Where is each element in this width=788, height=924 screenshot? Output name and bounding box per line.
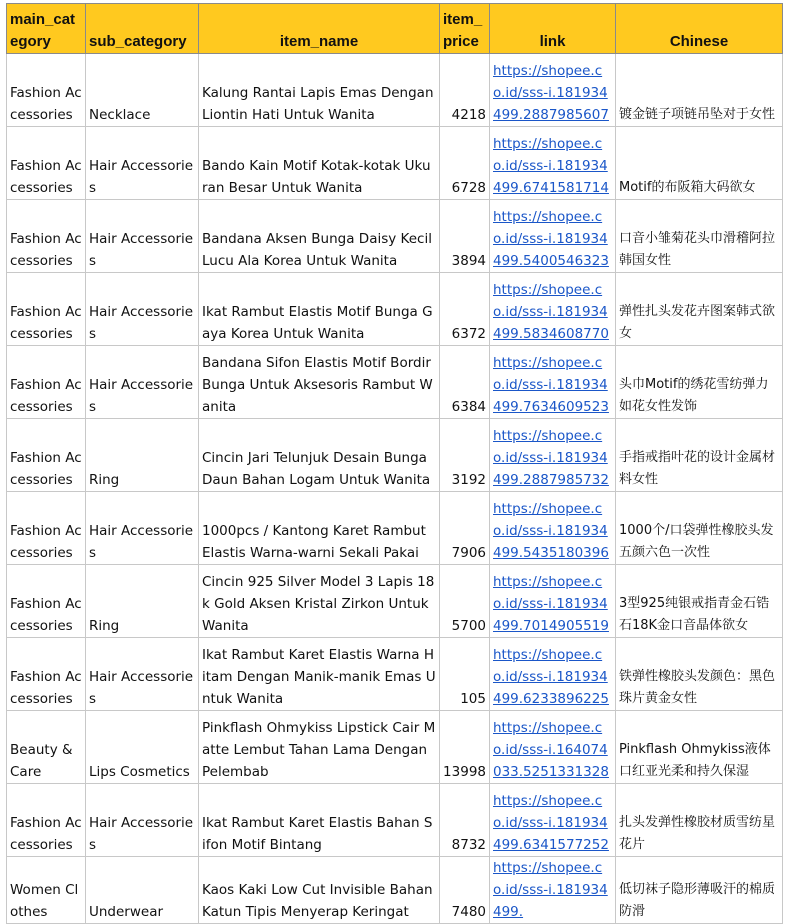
cell-item-name[interactable]: Kaos Kaki Low Cut Invisible Bahan Katun Tipis Menyerap Keringat xyxy=(199,857,440,924)
cell-main-category[interactable]: Fashion Accessories xyxy=(7,419,86,492)
cell-main-category[interactable]: Fashion Accessories xyxy=(7,54,86,127)
cell-sub-category[interactable]: Hair Accessories xyxy=(86,638,199,711)
table-body xyxy=(7,54,783,924)
cell-item-price[interactable]: 7906 xyxy=(440,492,490,565)
item-link[interactable]: https://shopee.co.id/sss-i.181934499.7014905519 xyxy=(493,574,609,634)
item-link[interactable]: https://shopee.co.id/sss-i.181934499.2887985732 xyxy=(493,428,609,488)
cell-item-name[interactable]: Ikat Rambut Karet Elastis Bahan Sifon Motif Bintang xyxy=(199,784,440,857)
cell-link[interactable] xyxy=(490,711,616,784)
cell-link[interactable] xyxy=(490,492,616,565)
cell-chinese[interactable]: 低切袜子隐形薄吸汗的棉质防滑 xyxy=(616,857,783,924)
cell-link[interactable] xyxy=(490,784,616,857)
item-link[interactable]: https://shopee.co.id/sss-i.181934499.7634609523 xyxy=(493,355,609,415)
cell-chinese[interactable]: Motif的布阪箱大码欲女 xyxy=(616,127,783,200)
cell-item-name[interactable]: Bandana Sifon Elastis Motif Bordir Bunga Untuk Aksesoris Rambut Wanita xyxy=(199,346,440,419)
header-item-name[interactable]: item_name xyxy=(199,4,440,54)
item-link[interactable]: https://shopee.co.id/sss-i.181934499.2887985607 xyxy=(493,63,609,123)
cell-link[interactable] xyxy=(490,565,616,638)
cell-item-price[interactable]: 3192 xyxy=(440,419,490,492)
cell-link[interactable] xyxy=(490,200,616,273)
header-sub-category[interactable]: sub_category xyxy=(86,4,199,54)
table-row xyxy=(7,273,783,346)
cell-chinese[interactable]: 1000个/口袋弹性橡胶头发五颜六色一次性 xyxy=(616,492,783,565)
cell-chinese[interactable]: 手指戒指叶花的设计金属材料女性 xyxy=(616,419,783,492)
cell-link[interactable] xyxy=(490,346,616,419)
cell-main-category[interactable]: Fashion Accessories xyxy=(7,273,86,346)
cell-item-name[interactable]: Bando Kain Motif Kotak-kotak Ukuran Besar Untuk Wanita xyxy=(199,127,440,200)
cell-chinese[interactable]: 弹性扎头发花卉图案韩式欲女 xyxy=(616,273,783,346)
header-main-category[interactable]: main_category xyxy=(7,4,86,54)
header-link[interactable]: link xyxy=(490,4,616,54)
item-link[interactable]: https://shopee.co.id/sss-i.181934499. xyxy=(493,860,608,920)
cell-main-category[interactable]: Fashion Accessories xyxy=(7,346,86,419)
cell-sub-category[interactable]: Hair Accessories xyxy=(86,200,199,273)
cell-link[interactable] xyxy=(490,419,616,492)
item-link[interactable]: https://shopee.co.id/sss-i.181934499.6741581714 xyxy=(493,136,609,196)
header-row xyxy=(7,4,783,54)
cell-sub-category[interactable]: Hair Accessories xyxy=(86,127,199,200)
cell-item-name[interactable]: Cincin 925 Silver Model 3 Lapis 18k Gold Aksen Kristal Zirkon Untuk Wanita xyxy=(199,565,440,638)
cell-item-price[interactable]: 6372 xyxy=(440,273,490,346)
cell-chinese[interactable]: 扎头发弹性橡胶材质雪纺星花片 xyxy=(616,784,783,857)
table-row xyxy=(7,784,783,857)
cell-chinese[interactable]: 铁弹性橡胶头发颜色：黑色珠片黄金女性 xyxy=(616,638,783,711)
table-row xyxy=(7,638,783,711)
cell-link[interactable] xyxy=(490,638,616,711)
cell-item-price[interactable]: 6384 xyxy=(440,346,490,419)
cell-item-name[interactable]: Bandana Aksen Bunga Daisy Kecil Lucu Ala Korea Untuk Wanita xyxy=(199,200,440,273)
cell-item-price[interactable]: 6728 xyxy=(440,127,490,200)
cell-item-name[interactable]: Cincin Jari Telunjuk Desain Bunga Daun Bahan Logam Untuk Wanita xyxy=(199,419,440,492)
cell-sub-category[interactable]: Hair Accessories xyxy=(86,784,199,857)
cell-main-category[interactable]: Beauty & Care xyxy=(7,711,86,784)
cell-sub-category[interactable]: Necklace xyxy=(86,54,199,127)
header-item-price[interactable]: item_price xyxy=(440,4,490,54)
cell-sub-category[interactable]: Underwear xyxy=(86,857,199,924)
cell-main-category[interactable]: Fashion Accessories xyxy=(7,565,86,638)
cell-item-name[interactable]: 1000pcs / Kantong Karet Rambut Elastis Warna-warni Sekali Pakai xyxy=(199,492,440,565)
table-row xyxy=(7,127,783,200)
cell-sub-category[interactable]: Lips Cosmetics xyxy=(86,711,199,784)
table-row xyxy=(7,200,783,273)
cell-sub-category[interactable]: Ring xyxy=(86,565,199,638)
cell-main-category[interactable]: Fashion Accessories xyxy=(7,638,86,711)
table-row xyxy=(7,346,783,419)
item-link[interactable]: https://shopee.co.id/sss-i.181934499.5400546323 xyxy=(493,209,609,269)
cell-chinese[interactable]: 口音小雏菊花头巾滑稽阿拉韩国女性 xyxy=(616,200,783,273)
cell-link[interactable] xyxy=(490,127,616,200)
table-row xyxy=(7,54,783,127)
cell-item-price[interactable]: 5700 xyxy=(440,565,490,638)
cell-sub-category[interactable]: Ring xyxy=(86,419,199,492)
table-row xyxy=(7,857,783,924)
table-row xyxy=(7,492,783,565)
cell-sub-category[interactable]: Hair Accessories xyxy=(86,273,199,346)
cell-main-category[interactable]: Fashion Accessories xyxy=(7,127,86,200)
item-link[interactable]: https://shopee.co.id/sss-i.181934499.5834608770 xyxy=(493,282,609,342)
cell-item-name[interactable]: Kalung Rantai Lapis Emas Dengan Liontin Hati Untuk Wanita xyxy=(199,54,440,127)
cell-item-name[interactable]: Pinkflash Ohmykiss Lipstick Cair Matte Lembut Tahan Lama Dengan Pelembab xyxy=(199,711,440,784)
header-chinese[interactable]: Chinese xyxy=(616,4,783,54)
table-row xyxy=(7,565,783,638)
cell-sub-category[interactable]: Hair Accessories xyxy=(86,492,199,565)
cell-link[interactable] xyxy=(490,54,616,127)
cell-item-price[interactable]: 3894 xyxy=(440,200,490,273)
cell-chinese[interactable]: 镀金链子项链吊坠对于女性 xyxy=(616,54,783,127)
cell-item-price[interactable]: 13998 xyxy=(440,711,490,784)
cell-chinese[interactable]: 3型925纯银戒指青金石锆石18K金口音晶体欲女 xyxy=(616,565,783,638)
cell-item-name[interactable]: Ikat Rambut Karet Elastis Warna Hitam Dengan Manik-manik Emas Untuk Wanita xyxy=(199,638,440,711)
table-row xyxy=(7,711,783,784)
cell-link[interactable] xyxy=(490,273,616,346)
item-link[interactable]: https://shopee.co.id/sss-i.164074033.5251331328 xyxy=(493,720,609,780)
item-link[interactable]: https://shopee.co.id/sss-i.181934499.6341577252 xyxy=(493,793,609,853)
table-row xyxy=(7,419,783,492)
cell-item-price[interactable]: 7480 xyxy=(440,857,490,924)
cell-chinese[interactable]: 头巾Motif的绣花雪纺弹力如花女性发饰 xyxy=(616,346,783,419)
cell-item-price[interactable]: 105 xyxy=(440,638,490,711)
cell-link[interactable] xyxy=(490,857,616,924)
cell-item-price[interactable]: 8732 xyxy=(440,784,490,857)
cell-main-category[interactable]: Fashion Accessories xyxy=(7,200,86,273)
cell-chinese[interactable]: Pinkflash Ohmykiss液体口红亚光柔和持久保湿 xyxy=(616,711,783,784)
item-link[interactable]: https://shopee.co.id/sss-i.181934499.5435180396 xyxy=(493,501,609,561)
cell-main-category[interactable]: Fashion Accessories xyxy=(7,492,86,565)
cell-item-price[interactable]: 4218 xyxy=(440,54,490,127)
item-link[interactable]: https://shopee.co.id/sss-i.181934499.6233896225 xyxy=(493,647,609,707)
cell-main-category[interactable]: Fashion Accessories xyxy=(7,784,86,857)
cell-main-category[interactable]: Women Clothes xyxy=(7,857,86,924)
data-table xyxy=(6,3,783,924)
cell-item-name[interactable]: Ikat Rambut Elastis Motif Bunga Gaya Korea Untuk Wanita xyxy=(199,273,440,346)
cell-sub-category[interactable]: Hair Accessories xyxy=(86,346,199,419)
